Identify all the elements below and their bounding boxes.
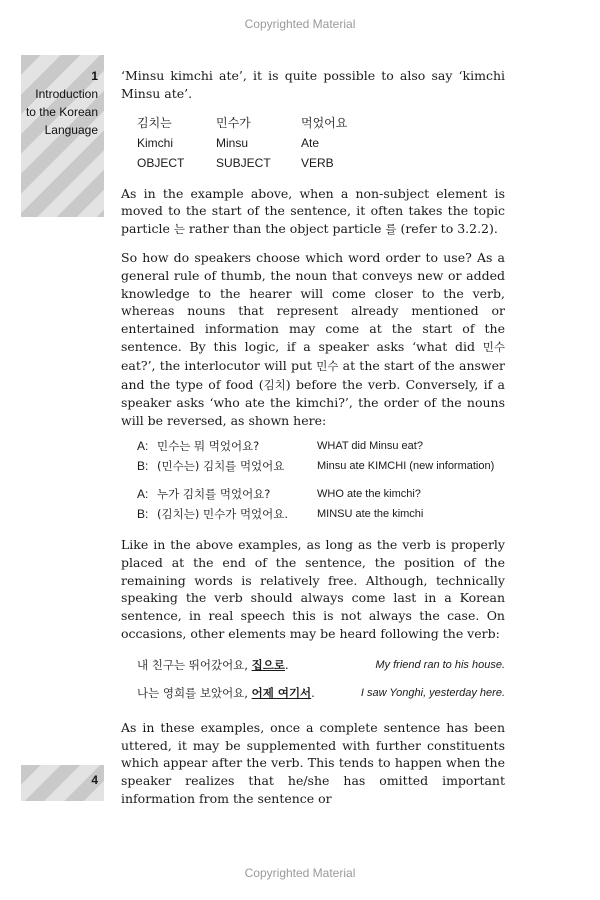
page-number: 4 xyxy=(91,773,98,787)
korean-underlined: 어제 여기서 xyxy=(251,685,312,700)
text-run: As in the example above, when a non-subject element is moved to the start of the sentence, it often takes the topic particle xyxy=(121,185,505,237)
page-number-tab xyxy=(21,765,104,801)
text-run: (refer to 3.2.2). xyxy=(396,221,498,237)
korean-underlined: 집으로 xyxy=(251,657,285,672)
dialog-korean: 누가 김치를 먹었어요? xyxy=(157,486,271,501)
korean-run: . xyxy=(284,657,289,672)
example-translation: My friend ran to his house. xyxy=(375,658,505,671)
korean-run: 민수 xyxy=(482,339,505,354)
paragraph-free-order: Like in the above examples, as long as the verb is properly placed at the end of the sentence, the position of the remaining words is relatively free. Although, technically speaking the verb should always come last in a Korean sentence, in real speech this is not always the case. On occasions, other elements may be heard following the verb: xyxy=(121,536,505,641)
dialog-korean: (민수는) 김치를 먹었어요 xyxy=(157,458,285,473)
dialog-gloss: WHO ate the kimchi? xyxy=(317,487,421,500)
text-run: eat?’, the interlocutor will put xyxy=(121,357,317,373)
word-order-table xyxy=(137,113,347,173)
example-korean xyxy=(137,685,315,701)
speaker-label: A: xyxy=(137,438,149,453)
text-run: at the start of the answer and the type of food ( xyxy=(121,357,506,392)
dialog-korean: (김치는) 민수가 먹었어요. xyxy=(157,506,289,521)
chapter-title-line-2: to the Korean xyxy=(25,105,98,119)
paragraph-supplement: As in these examples, once a complete sentence has been uttered, it may be supplemented with further constituents which appear after the verb. This tends to happen when the speaker realizes that he/she has omitted important information from the sentence or xyxy=(121,719,505,806)
dialog-gloss: Minsu ate KIMCHI (new information) xyxy=(317,459,495,472)
word-order-row-korean xyxy=(137,113,347,133)
paragraph-intro: ‘Minsu kimchi ate’, it is quite possible to also say ‘kimchi Minsu ate’. xyxy=(121,68,505,101)
korean-run: 나는 영희를 보았어요, xyxy=(137,685,252,700)
korean-run: 민수 xyxy=(316,358,339,373)
cell-korean-subject: 민수가 xyxy=(216,116,251,131)
chapter-tab xyxy=(21,55,104,217)
speaker-label: A: xyxy=(137,486,149,501)
text-run: So how do speakers choose which word order to use? As a general rule of thumb, the noun that conveys new or added knowledge to the hearer will come closer to the verb, whereas nouns that represent already mentioned or entertained information may come at the start of the sentence. By this logic, if a speaker asks ‘what did xyxy=(121,249,505,354)
dialog-line xyxy=(137,484,505,504)
korean-run: 를 xyxy=(385,222,397,237)
korean-run: . xyxy=(311,685,315,700)
text-run: ) before the verb. Conversely, if a speaker asks ‘who ate the kimchi?’, the order of the nouns will be reversed, as shown here: xyxy=(121,376,505,429)
text-run: rather than the object particle xyxy=(184,221,386,237)
cell-korean-verb: 먹었어요 xyxy=(301,116,348,131)
chapter-title-line-3: Language xyxy=(44,123,98,137)
example-line xyxy=(137,679,505,707)
cell-role-subject: SUBJECT xyxy=(216,155,271,170)
chapter-title-line-1: Introduction xyxy=(35,87,98,101)
cell-roman-verb: Ate xyxy=(301,135,320,150)
korean-run: 김치 xyxy=(263,377,286,392)
speaker-label: B: xyxy=(137,458,149,473)
page-body xyxy=(121,67,505,808)
paragraph-word-order xyxy=(121,249,505,430)
post-verb-examples xyxy=(121,651,505,707)
cell-korean-object: 김치는 xyxy=(137,116,172,131)
dialog-line xyxy=(137,436,505,456)
cell-role-object: OBJECT xyxy=(137,155,185,170)
dialog-line xyxy=(137,456,505,476)
example-line xyxy=(137,651,505,679)
word-order-row-role xyxy=(137,153,347,173)
chapter-number: 1 xyxy=(91,69,98,83)
watermark-top: Copyrighted Material xyxy=(244,17,356,31)
korean-run: 내 친구는 뛰어갔어요, xyxy=(137,657,252,672)
cell-role-verb: VERB xyxy=(301,155,334,170)
dialog-gloss: WHAT did Minsu eat? xyxy=(317,439,423,452)
dialog-korean: 민수는 뭐 먹었어요? xyxy=(157,438,260,453)
dialog-example-1 xyxy=(137,436,505,524)
speaker-label: B: xyxy=(137,506,149,521)
cell-roman-subject: Minsu xyxy=(216,135,249,150)
example-korean xyxy=(137,657,289,673)
word-order-row-roman xyxy=(137,133,347,153)
cell-roman-object: Kimchi xyxy=(137,135,174,150)
dialog-line xyxy=(137,504,505,524)
example-translation: I saw Yonghi, yesterday here. xyxy=(360,686,505,699)
chapter-label xyxy=(26,67,98,139)
watermark-bottom: Copyrighted Material xyxy=(244,866,356,880)
paragraph-topic-particle xyxy=(121,185,505,239)
dialog-gloss: MINSU ate the kimchi xyxy=(317,507,424,520)
korean-run: 는 xyxy=(173,222,185,237)
